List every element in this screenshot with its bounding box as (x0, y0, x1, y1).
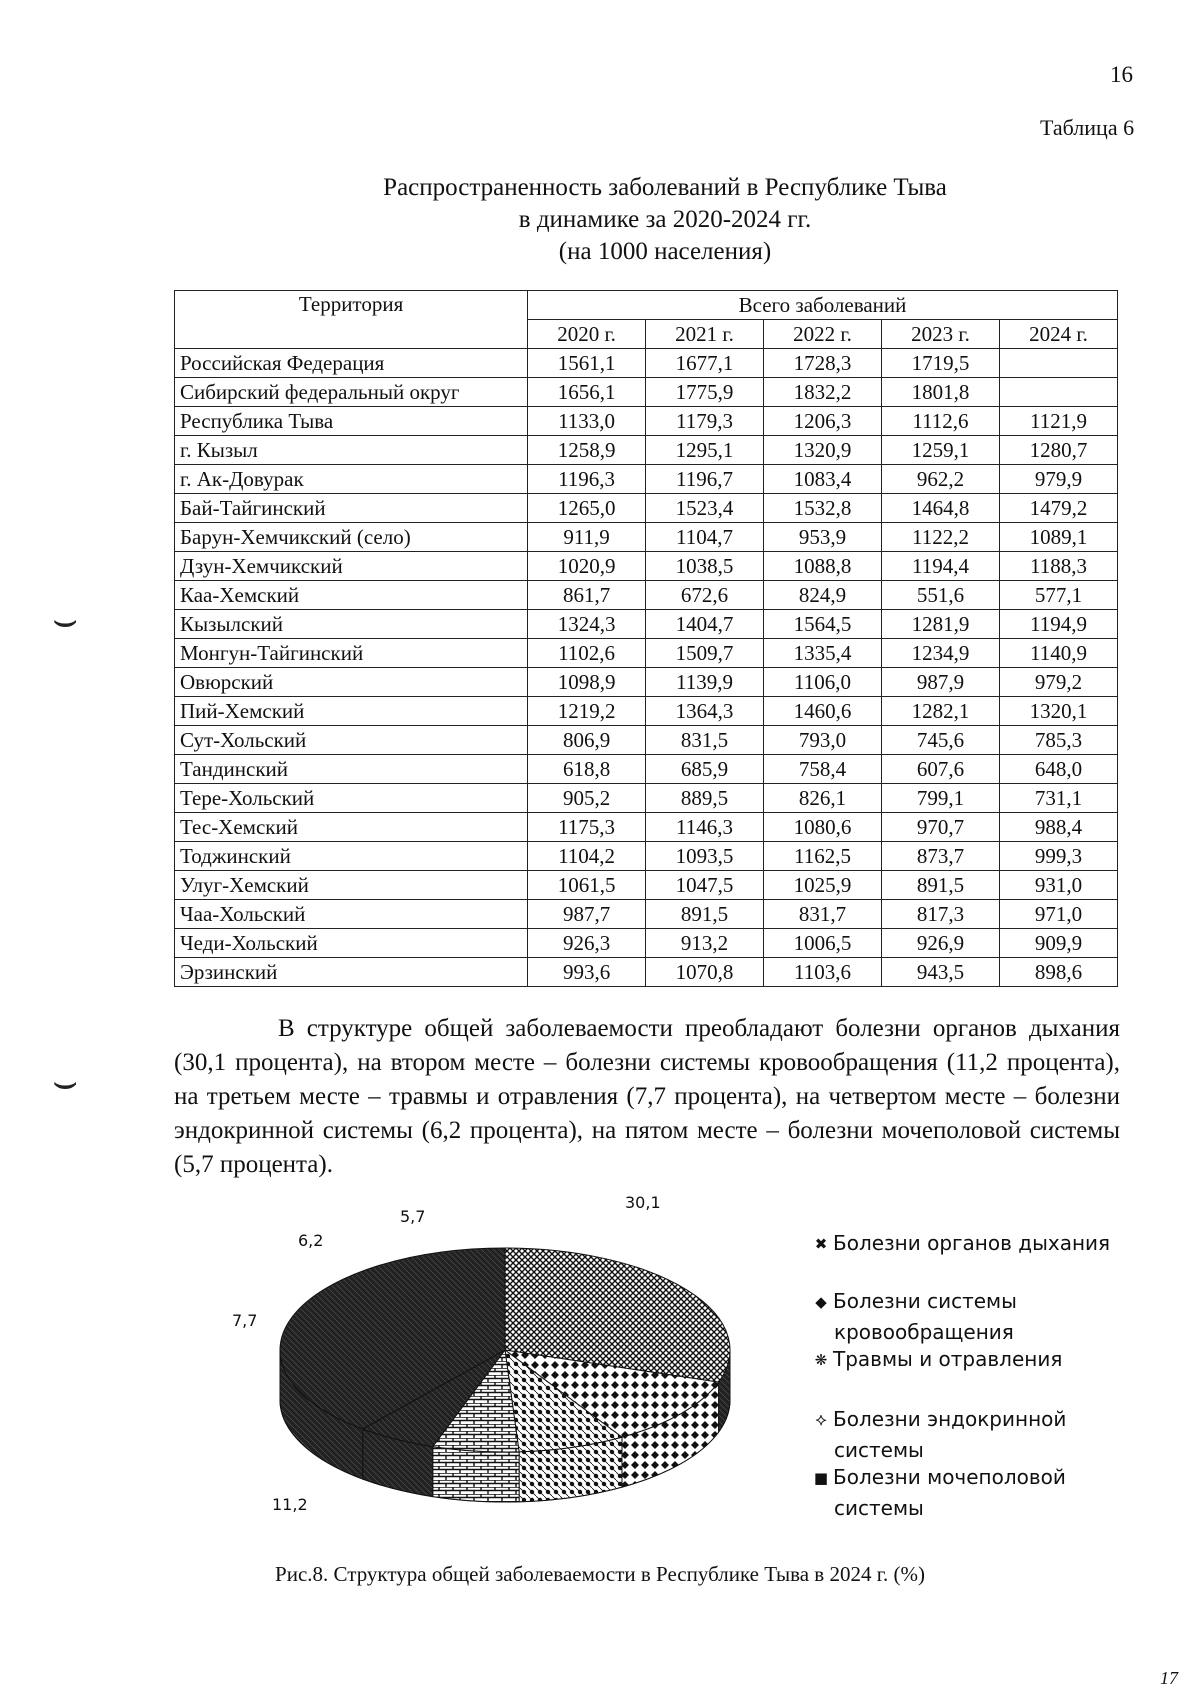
value-cell: 799,1 (881, 784, 999, 813)
legend-marker-icon: ⯎ (815, 1411, 827, 1429)
value-cell: 1080,6 (764, 813, 882, 842)
legend-marker-icon: ◆ (815, 1293, 827, 1311)
pie-value-label: 11,2 (272, 1495, 308, 1514)
value-cell: 1219,2 (528, 697, 646, 726)
value-cell: 979,9 (999, 465, 1117, 494)
value-cell: 607,6 (881, 755, 999, 784)
territory-cell: г. Кызыл (175, 436, 528, 465)
value-cell: 993,6 (528, 958, 646, 987)
morbidity-table (174, 290, 1118, 987)
value-cell: 1194,4 (881, 552, 999, 581)
value-cell: 911,9 (528, 523, 646, 552)
value-cell: 1320,9 (764, 436, 882, 465)
header-year: 2022 г. (764, 320, 882, 349)
value-cell: 1832,2 (764, 378, 882, 407)
value-cell: 971,0 (999, 900, 1117, 929)
table-row (175, 378, 1118, 407)
value-cell: 1047,5 (646, 871, 764, 900)
pie-value-label: 30,1 (625, 1193, 661, 1212)
territory-cell: Пий-Хемский (175, 697, 528, 726)
pie-value-label: 6,2 (298, 1231, 324, 1250)
value-cell: 962,2 (881, 465, 999, 494)
value-cell: 1281,9 (881, 610, 999, 639)
value-cell: 1523,4 (646, 494, 764, 523)
value-cell: 1532,8 (764, 494, 882, 523)
table-row (175, 755, 1118, 784)
legend-marker-icon: ✖ (814, 1235, 828, 1253)
value-cell: 1006,5 (764, 929, 882, 958)
corner-note: 17 (1160, 1668, 1178, 1688)
legend-label: Болезни системы (833, 1289, 1017, 1313)
value-cell: 1404,7 (646, 610, 764, 639)
table-row (175, 523, 1118, 552)
territory-cell: Кызылский (175, 610, 528, 639)
territory-cell: Овюрский (175, 668, 528, 697)
value-cell: 1122,2 (881, 523, 999, 552)
value-cell: 926,3 (528, 929, 646, 958)
value-cell: 1320,1 (999, 697, 1117, 726)
value-cell: 1656,1 (528, 378, 646, 407)
value-cell: 1146,3 (646, 813, 764, 842)
value-cell: 1098,9 (528, 668, 646, 697)
territory-cell: Бай-Тайгинский (175, 494, 528, 523)
value-cell (999, 378, 1117, 407)
value-cell: 1324,3 (528, 610, 646, 639)
table-row (175, 726, 1118, 755)
value-cell: 1175,3 (528, 813, 646, 842)
value-cell: 1179,3 (646, 407, 764, 436)
legend-label: Травмы и отравления (833, 1347, 1063, 1371)
body-paragraph: В структуре общей заболеваемости преобладают болезни органов дыхания (30,1 процента), на втором месте – болезни системы кровообращения (11,2 процента), на третьем месте – травмы и отравления (7,7 процента), на четвертом месте – болезни эндокринной системы (6,2 процента), на пятом месте – болезни мочеполовой системы (5,7 процента). (174, 1015, 1120, 1178)
value-cell: 1364,3 (646, 697, 764, 726)
value-cell: 826,1 (764, 784, 882, 813)
pie-slice-side (433, 1447, 519, 1502)
value-cell: 1234,9 (881, 639, 999, 668)
value-cell: 806,9 (528, 726, 646, 755)
value-cell: 913,2 (646, 929, 764, 958)
value-cell: 943,5 (881, 958, 999, 987)
table-row (175, 900, 1118, 929)
header-year: 2021 г. (646, 320, 764, 349)
table-row (175, 407, 1118, 436)
value-cell: 1104,2 (528, 842, 646, 871)
territory-cell: Чаа-Хольский (175, 900, 528, 929)
value-cell: 970,7 (881, 813, 999, 842)
value-cell: 931,0 (999, 871, 1117, 900)
value-cell: 758,4 (764, 755, 882, 784)
table-row (175, 784, 1118, 813)
title-line-1: Распространенность заболеваний в Республике Тыва (383, 174, 947, 201)
table-body (175, 349, 1118, 987)
value-cell: 1509,7 (646, 639, 764, 668)
value-cell: 648,0 (999, 755, 1117, 784)
table-row (175, 871, 1118, 900)
legend-item (812, 1228, 1142, 1259)
value-cell: 861,7 (528, 581, 646, 610)
pie-value-label: 7,7 (232, 1311, 258, 1330)
value-cell: 1282,1 (881, 697, 999, 726)
value-cell: 1089,1 (999, 523, 1117, 552)
value-cell: 685,9 (646, 755, 764, 784)
value-cell: 817,3 (881, 900, 999, 929)
value-cell: 824,9 (764, 581, 882, 610)
table-label: Таблица 6 (1040, 115, 1135, 140)
value-cell: 1038,5 (646, 552, 764, 581)
header-territory: Территория (175, 291, 528, 349)
territory-cell: г. Ак-Довурак (175, 465, 528, 494)
table-row (175, 668, 1118, 697)
table-row (175, 639, 1118, 668)
pie-value-label: 5,7 (400, 1207, 426, 1226)
value-cell: 793,0 (764, 726, 882, 755)
value-cell: 1020,9 (528, 552, 646, 581)
value-cell: 1196,3 (528, 465, 646, 494)
value-cell: 898,6 (999, 958, 1117, 987)
value-cell: 1188,3 (999, 552, 1117, 581)
territory-cell: Республика Тыва (175, 407, 528, 436)
value-cell: 1564,5 (764, 610, 882, 639)
title-line-3: (на 1000 населения) (558, 238, 772, 265)
legend-item (812, 1286, 1142, 1347)
value-cell: 926,9 (881, 929, 999, 958)
value-cell: 1460,6 (764, 697, 882, 726)
table-header-row (175, 291, 1118, 320)
value-cell: 1265,0 (528, 494, 646, 523)
value-cell: 1677,1 (646, 349, 764, 378)
legend-item (812, 1344, 1142, 1375)
value-cell: 1104,7 (646, 523, 764, 552)
territory-cell: Сут-Хольский (175, 726, 528, 755)
territory-cell: Тере-Хольский (175, 784, 528, 813)
table-row (175, 697, 1118, 726)
legend-label: Болезни органов дыхания (833, 1231, 1111, 1255)
pie-top (280, 1248, 730, 1452)
value-cell: 1196,7 (646, 465, 764, 494)
value-cell: 1083,4 (764, 465, 882, 494)
header-year: 2024 г. (999, 320, 1117, 349)
value-cell: 891,5 (646, 900, 764, 929)
value-cell: 1162,5 (764, 842, 882, 871)
value-cell: 1121,9 (999, 407, 1117, 436)
territory-cell: Дзун-Хемчикский (175, 552, 528, 581)
table-row (175, 813, 1118, 842)
territory-cell: Барун-Хемчикский (село) (175, 523, 528, 552)
territory-cell: Улуг-Хемский (175, 871, 528, 900)
legend-marker-icon: ■ (813, 1469, 829, 1487)
legend-label-cont: кровообращения (834, 1320, 1014, 1344)
header-year: 2023 г. (881, 320, 999, 349)
value-cell: 1728,3 (764, 349, 882, 378)
table-row (175, 552, 1118, 581)
table-row (175, 610, 1118, 639)
value-cell: 1194,9 (999, 610, 1117, 639)
value-cell: 1295,1 (646, 436, 764, 465)
value-cell: 988,4 (999, 813, 1117, 842)
value-cell: 1070,8 (646, 958, 764, 987)
value-cell: 745,6 (881, 726, 999, 755)
table-row (175, 842, 1118, 871)
value-cell: 999,3 (999, 842, 1117, 871)
table-row (175, 436, 1118, 465)
value-cell: 831,5 (646, 726, 764, 755)
page-number: 16 (1110, 62, 1133, 87)
territory-cell: Тоджинский (175, 842, 528, 871)
value-cell: 1719,5 (881, 349, 999, 378)
territory-cell: Чеди-Хольский (175, 929, 528, 958)
territory-cell: Каа-Хемский (175, 581, 528, 610)
legend-label: Болезни мочеполовой (833, 1465, 1066, 1489)
table-row (175, 581, 1118, 610)
value-cell: 909,9 (999, 929, 1117, 958)
header-total-diseases: Всего заболеваний (528, 291, 1118, 320)
value-cell: 831,7 (764, 900, 882, 929)
legend-label: Болезни эндокринной (833, 1407, 1067, 1431)
table-row (175, 349, 1118, 378)
value-cell: 1106,0 (764, 668, 882, 697)
value-cell: 987,9 (881, 668, 999, 697)
value-cell: 1775,9 (646, 378, 764, 407)
value-cell: 1139,9 (646, 668, 764, 697)
value-cell: 1335,4 (764, 639, 882, 668)
value-cell: 618,8 (528, 755, 646, 784)
legend-item (812, 1404, 1142, 1465)
territory-cell: Российская Федерация (175, 349, 528, 378)
legend-item (812, 1462, 1142, 1523)
value-cell: 873,7 (881, 842, 999, 871)
margin-mark: ⌣ (52, 1059, 79, 1104)
value-cell: 1140,9 (999, 639, 1117, 668)
value-cell: 1102,6 (528, 639, 646, 668)
value-cell: 905,2 (528, 784, 646, 813)
margin-mark: ⌣ (52, 597, 79, 642)
title-line-2: в динамике за 2020-2024 гг. (518, 206, 812, 233)
value-cell: 1133,0 (528, 407, 646, 436)
territory-cell: Сибирский федеральный округ (175, 378, 528, 407)
value-cell: 1103,6 (764, 958, 882, 987)
figure-caption: Рис.8. Структура общей заболеваемости в Республике Тыва в 2024 г. (%) (275, 1562, 925, 1586)
value-cell: 889,5 (646, 784, 764, 813)
legend-marker-icon: ❋ (814, 1351, 828, 1369)
value-cell: 1259,1 (881, 436, 999, 465)
value-cell: 1206,3 (764, 407, 882, 436)
table-row (175, 465, 1118, 494)
table-row (175, 958, 1118, 987)
value-cell (999, 349, 1117, 378)
value-cell: 731,1 (999, 784, 1117, 813)
value-cell: 1025,9 (764, 871, 882, 900)
table-row (175, 494, 1118, 523)
value-cell: 1088,8 (764, 552, 882, 581)
value-cell: 785,3 (999, 726, 1117, 755)
value-cell: 979,2 (999, 668, 1117, 697)
value-cell: 1280,7 (999, 436, 1117, 465)
value-cell: 1801,8 (881, 378, 999, 407)
header-year: 2020 г. (528, 320, 646, 349)
value-cell: 577,1 (999, 581, 1117, 610)
territory-cell: Монгун-Тайгинский (175, 639, 528, 668)
value-cell: 1112,6 (881, 407, 999, 436)
value-cell: 1464,8 (881, 494, 999, 523)
value-cell: 1479,2 (999, 494, 1117, 523)
value-cell: 672,6 (646, 581, 764, 610)
value-cell: 953,9 (764, 523, 882, 552)
legend-label-cont: системы (834, 1496, 924, 1520)
value-cell: 1093,5 (646, 842, 764, 871)
legend-label-cont: системы (834, 1438, 924, 1462)
pie-chart (232, 1193, 800, 1530)
value-cell: 1258,9 (528, 436, 646, 465)
value-cell: 551,6 (881, 581, 999, 610)
territory-cell: Тандинский (175, 755, 528, 784)
value-cell: 1561,1 (528, 349, 646, 378)
value-cell: 891,5 (881, 871, 999, 900)
value-cell: 987,7 (528, 900, 646, 929)
territory-cell: Эрзинский (175, 958, 528, 987)
table-title (200, 172, 1130, 268)
value-cell: 1061,5 (528, 871, 646, 900)
territory-cell: Тес-Хемский (175, 813, 528, 842)
table-row (175, 929, 1118, 958)
